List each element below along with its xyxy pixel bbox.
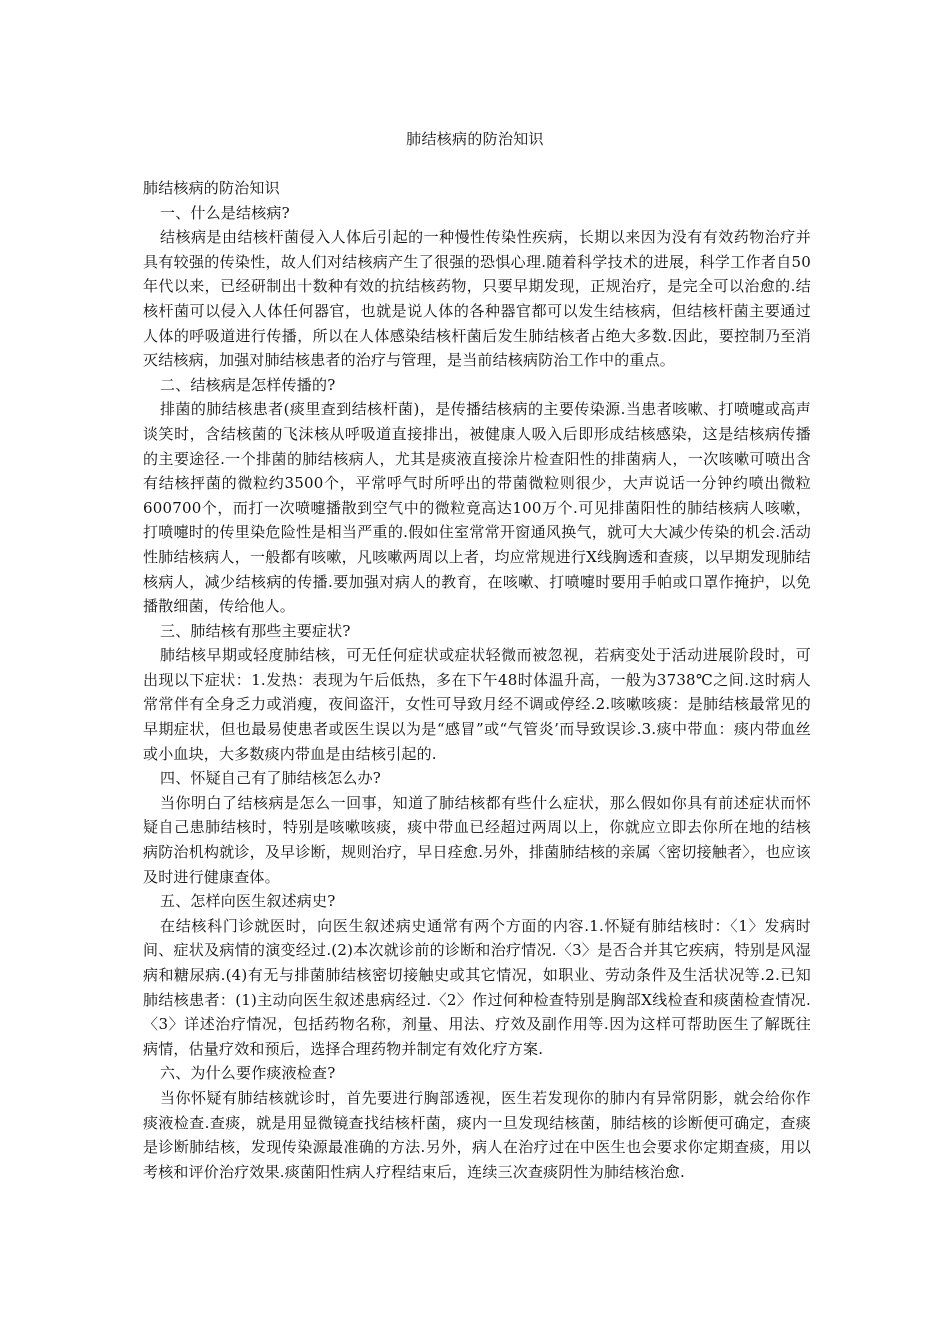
section-body-4: 当你明白了结核病是怎么一回事，知道了肺结核都有些什么症状，那么假如你具有前述症状而怀疑自己患肺结核时，特别是咳嗽咳痰，痰中带血已经超过两周以上，你就应立即去你所在地的结核病防治机构就诊，及早诊断，规则治疗，早日痊愈.另外，排菌肺结核的亲属〈密切接触者〉，也应该及时进行健康查体。 (143, 793, 811, 886)
section-heading-2: 二、结核病是怎样传播的? (160, 375, 336, 394)
page-title: 肺结核病的防治知识 (406, 130, 544, 148)
section-body-3: 肺结核早期或轻度肺结核，可无任何症状或症状轻微而被忽视，若病变处于活动进展阶段时，可出现以下症状：1.发热：表现为午后低热，多在下午48时体温升高，一般为3738℃之间.这时病人常常伴有全身乏力或消瘦，夜间盗汗，女性可导致月经不调或停经.2.咳嗽咳痰：是肺结核最常见的早期症状，但也最易使患者或医生误以为是“感冒”或“气管炎’而导致误诊.3.痰中带血：痰内带血丝或小血块，大多数痰内带血是由结核引起的. (143, 646, 811, 763)
section-body-2: 排菌的肺结核患者(痰里查到结核杆菌)，是传播结核病的主要传染源.当患者咳嗽、打喷嚏或高声谈笑时，含结核菌的飞沫核从呼吸道直接排出，被健康人吸入后即形成结核感染，这是结核病传播的主要途径.一个排菌的肺结核病人，尤其是痰液直接涂片检查阳性的排菌病人，一次咳嗽可喷出含有结核抨菌的微粒约3500个，平常呼气时所呼出的带菌微粒则很少，大声说话一分钟约喷出微粒600700个，而打一次喷嚏播散到空气中的微粒竟高达100万个.可见排菌阳性的肺结核病人咳嗽，打喷嚏时的传里染危险性是相当严重的.假如住室常常开窗通风换气，就可大大减少传染的机会.活动性肺结核病人，一般都有咳嗽，凡咳嗽两周以上者，均应常规进行X线胸透和查痰，以早期发现肺结核病人，减少结核病的传播.要加强对病人的教育，在咳嗽、打喷嚏时要用手帕或口罩作掩护，以免播散细菌，传给他人。 (143, 400, 811, 616)
section-heading-5: 五、怎样向医生叙述病史? (160, 892, 336, 911)
document-body (143, 176, 811, 1184)
section-heading-6: 六、为什么要作痰液检查? (160, 1064, 336, 1083)
section-body-1: 结核病是由结核杆菌侵入人体后引起的一种慢性传染性疾病，长期以来因为没有有效药物治疗并具有较强的传染性，故人们对结核病产生了很强的恐惧心理.随着科学技术的进展，科学工作者自50年代以来，已经研制出十数种有效的抗结核药物，只要早期发现，正规治疗，是完全可以治愈的.结核杆菌可以侵入人体任何器官，也就是说人体的各种器官都可以发生结核病，但结核杆菌主要通过人体的呼吸道进行传播，所以在人体感染结核杆菌后发生肺结核者占绝大多数.因此，要控制乃至消灭结核病，加强对肺结核患者的治疗与管理，是当前结核病防治工作中的重点。 (143, 228, 811, 370)
section-heading-4: 四、怀疑自己有了肺结核怎么办? (160, 769, 382, 788)
section-body-6: 当你怀疑有肺结核就诊时，首先要进行胸部透视，医生若发现你的肺内有异常阴影，就会给你作痰液检查.查痰，就是用显微镜查找结核杆菌，痰内一旦发现结核菌，肺结核的诊断便可确定，查痰是诊断肺结核，发现传染源最准确的方法.另外，病人在治疗过在中医生也会要求你定期查痰，用以考核和评价治疗效果.痰菌阳性病人疗程结束后，连续三次查痰阴性为肺结核治愈. (143, 1088, 811, 1181)
section-heading-3: 三、肺结核有那些主要症状? (160, 621, 351, 640)
section-heading-1: 一、什么是结核病? (160, 203, 290, 222)
section-body-5: 在结核科门诊就医时，向医生叙述病史通常有两个方面的内容.1.怀疑有肺结核时：〈1〉发病时间、症状及病情的演变经过.(2)本次就诊前的诊断和治疗情况.〈3〉是否合并其它疾病，特别是风湿病和糖尿病.(4)有无与排菌肺结核密切接触史或其它情况，如职业、劳动条件及生活状况等.2.已知肺结核患者：(1)主动向医生叙述患病经过.〈2〉作过何种检查特别是胸部X线检查和痰菌检查情况.〈3〉详述治疗情况，包括药物名称，剂量、用法、疗效及副作用等.因为这样可帮助医生了解既往病情，估量疗效和预后，选择合理药物并制定有效化疗方案. (143, 916, 811, 1058)
document-subtitle: 肺结核病的防治知识 (143, 179, 280, 197)
